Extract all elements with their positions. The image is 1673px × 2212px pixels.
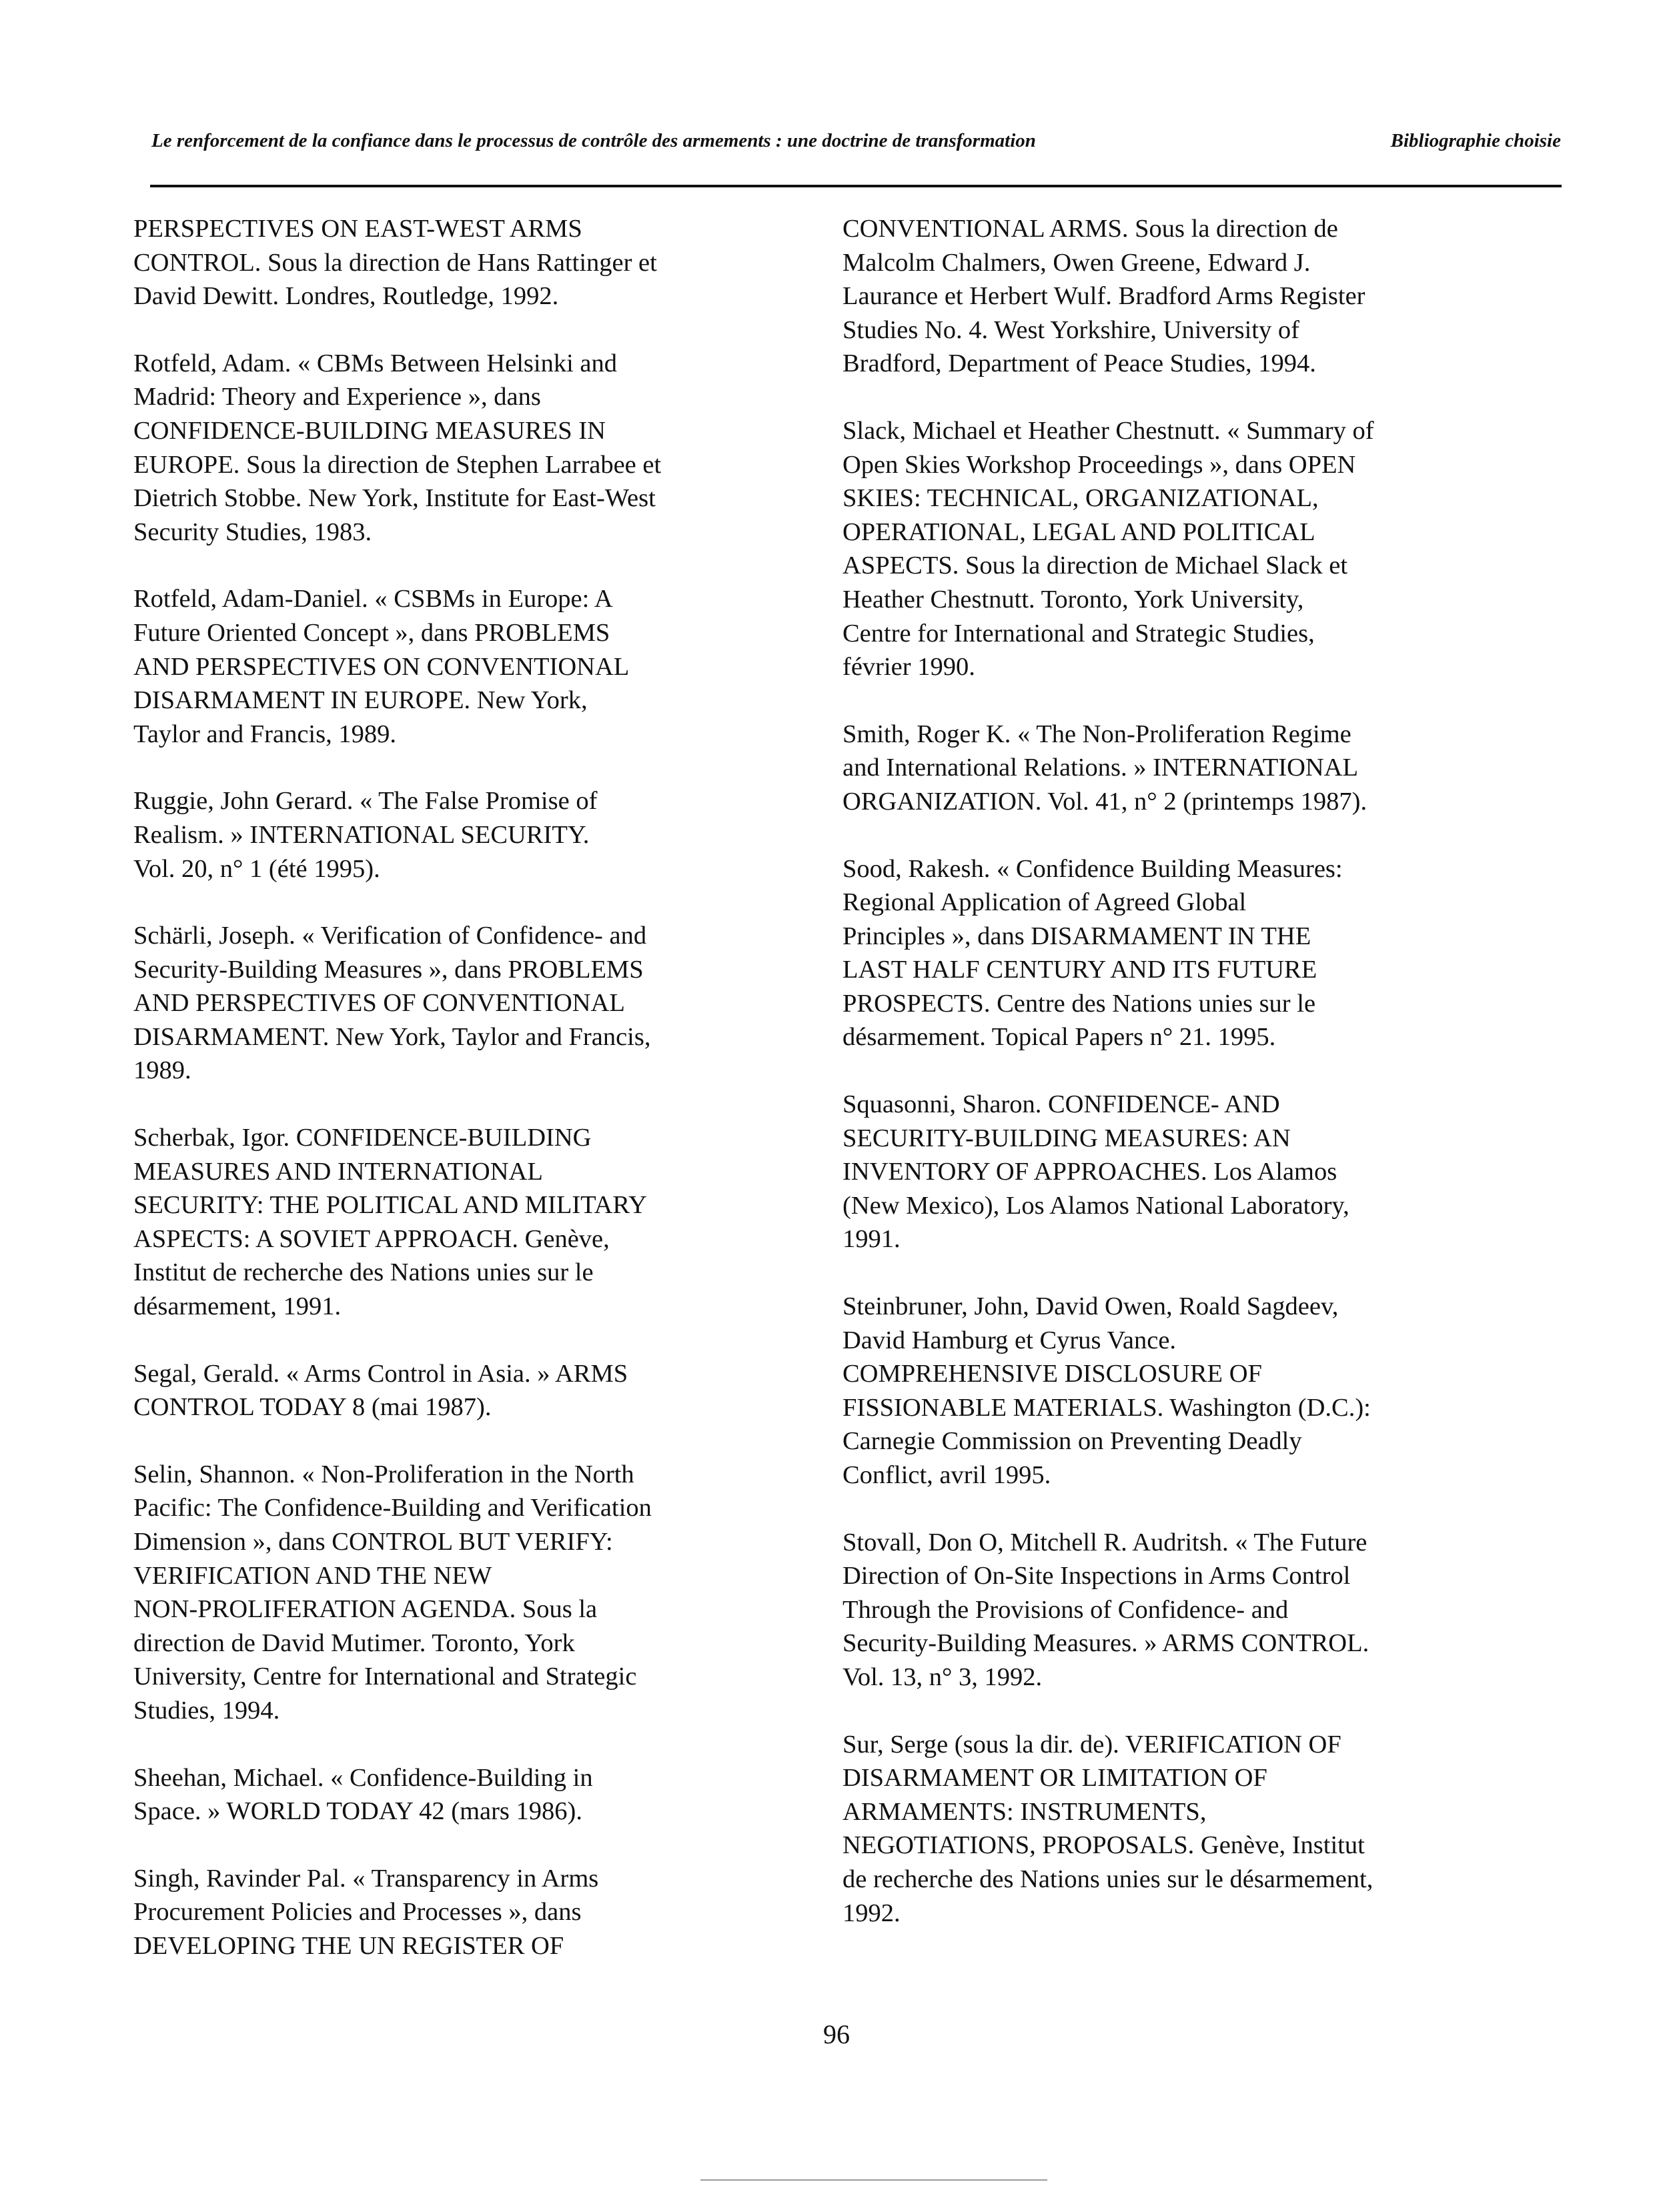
page-number: 96	[823, 2019, 850, 2049]
bibliography-entry: Squasonni, Sharon. CONFIDENCE- AND SECURITY-BUILDING MEASURES: AN INVENTORY OF APPROACHES. Los Alamos (New Mexico), Los Alamos National Laboratory, 1991.	[843, 1090, 1349, 1254]
bibliography-entry: Stovall, Don O, Mitchell R. Audritsh. « The Future Direction of On-Site Inspections in Arms Control Through the Provisions of Confidence- and Security-Building Measures. » ARMS CONTROL. Vol. 13, n° 3, 1992.	[843, 1528, 1369, 1691]
running-title: Le renforcement de la confiance dans le processus de contrôle des armements : une doctrine de transformation	[151, 130, 1036, 151]
page-header	[151, 124, 1561, 157]
bibliography-entry: Rotfeld, Adam. « CBMs Between Helsinki and Madrid: Theory and Experience », dans CONFIDENCE-BUILDING MEASURES IN EUROPE. Sous la direction de Stephen Larrabee et Dietrich Stobbe. New York, Institute for East-West Security Studies, 1983.	[133, 349, 662, 546]
bibliography-entry: Ruggie, John Gerard. « The False Promise of Realism. » INTERNATIONAL SECURITY. Vol. 20, n° 1 (été 1995).	[133, 787, 598, 883]
bibliography-entry: Scherbak, Igor. CONFIDENCE-BUILDING MEASURES AND INTERNATIONAL SECURITY: THE POLITICAL AND MILITARY ASPECTS: A SOVIET APPROACH. Genève, Institut de recherche des Nations unies sur le désarmement, 1991.	[133, 1124, 647, 1321]
bibliography-entry: Segal, Gerald. « Arms Control in Asia. » ARMS CONTROL TODAY 8 (mai 1987).	[133, 1359, 628, 1422]
bibliography-entry: Selin, Shannon. « Non-Proliferation in the North Pacific: The Confidence-Building and Verification Dimension », dans CONTROL BUT VERIFY: VERIFICATION AND THE NEW NON-PROLIFERATION AGENDA. Sous la direction de David Mutimer. Toronto, York University, Centre for International and Strategic Studies, 1994.	[133, 1460, 652, 1725]
header-divider	[150, 185, 1562, 187]
footer-divider	[700, 2179, 1047, 2181]
bibliography-entry: Rotfeld, Adam-Daniel. « CSBMs in Europe: A Future Oriented Concept », dans PROBLEMS AND PERSPECTIVES ON CONVENTIONAL DISARMAMENT IN EUROPE. New York, Taylor and Francis, 1989.	[133, 585, 630, 748]
bibliography-entry: Schärli, Joseph. « Verification of Confidence- and Security-Building Measures », dans PROBLEMS AND PERSPECTIVES OF CONVENTIONAL DISARMAMENT. New York, Taylor and Francis, 1989.	[133, 922, 651, 1085]
bibliography-entry: Smith, Roger K. « The Non-Proliferation Regime and International Relations. » INTERNATIONAL ORGANIZATION. Vol. 41, n° 2 (printemps 1987).	[843, 720, 1367, 816]
bibliography-entry: Sheehan, Michael. « Confidence-Building in Space. » WORLD TODAY 42 (mars 1986).	[133, 1763, 593, 1826]
bibliography-entry: PERSPECTIVES ON EAST-WEST ARMS CONTROL. Sous la direction de Hans Rattinger et David Dewitt. Londres, Routledge, 1992.	[133, 215, 657, 311]
section-title: Bibliographie choisie	[1390, 130, 1561, 151]
bibliography-entry: Sur, Serge (sous la dir. de). VERIFICATION OF DISARMAMENT OR LIMITATION OF ARMAMENTS: INSTRUMENTS, NEGOTIATIONS, PROPOSALS. Genève, Institut de recherche des Nations unies sur le désarmement, 1992.	[843, 1730, 1373, 1927]
bibliography-column-left	[133, 212, 774, 1997]
bibliography-entry: Sood, Rakesh. « Confidence Building Measures: Regional Application of Agreed Global Principles », dans DISARMAMENT IN THE LAST HALF CENTURY AND ITS FUTURE PROSPECTS. Centre des Nations unies sur le désarmement. Topical Papers n° 21. 1995.	[843, 854, 1343, 1052]
bibliography-entry: Singh, Ravinder Pal. « Transparency in Arms Procurement Policies and Processes », dans DEVELOPING THE UN REGISTER OF	[133, 1864, 599, 1960]
bibliography-entry: Steinbruner, John, David Owen, Roald Sagdeev, David Hamburg et Cyrus Vance. COMPREHENSIVE DISCLOSURE OF FISSIONABLE MATERIALS. Washington (D.C.): Carnegie Commission on Preventing Deadly Conflict, avril 1995.	[843, 1292, 1371, 1489]
bibliography-column-right	[843, 212, 1523, 1963]
bibliography-entry: Slack, Michael et Heather Chestnutt. « Summary of Open Skies Workshop Proceedings », dans OPEN SKIES: TECHNICAL, ORGANIZATIONAL, OPERATIONAL, LEGAL AND POLITICAL ASPECTS. Sous la direction de Michael Slack et Heather Chestnutt. Toronto, York University, Centre for International and Strategic Studies, février 1990.	[843, 416, 1374, 682]
bibliography-entry: CONVENTIONAL ARMS. Sous la direction de Malcolm Chalmers, Owen Greene, Edward J. Laurance et Herbert Wulf. Bradford Arms Register Studies No. 4. West Yorkshire, University of Bradford, Department of Peace Studies, 1994.	[843, 215, 1365, 378]
